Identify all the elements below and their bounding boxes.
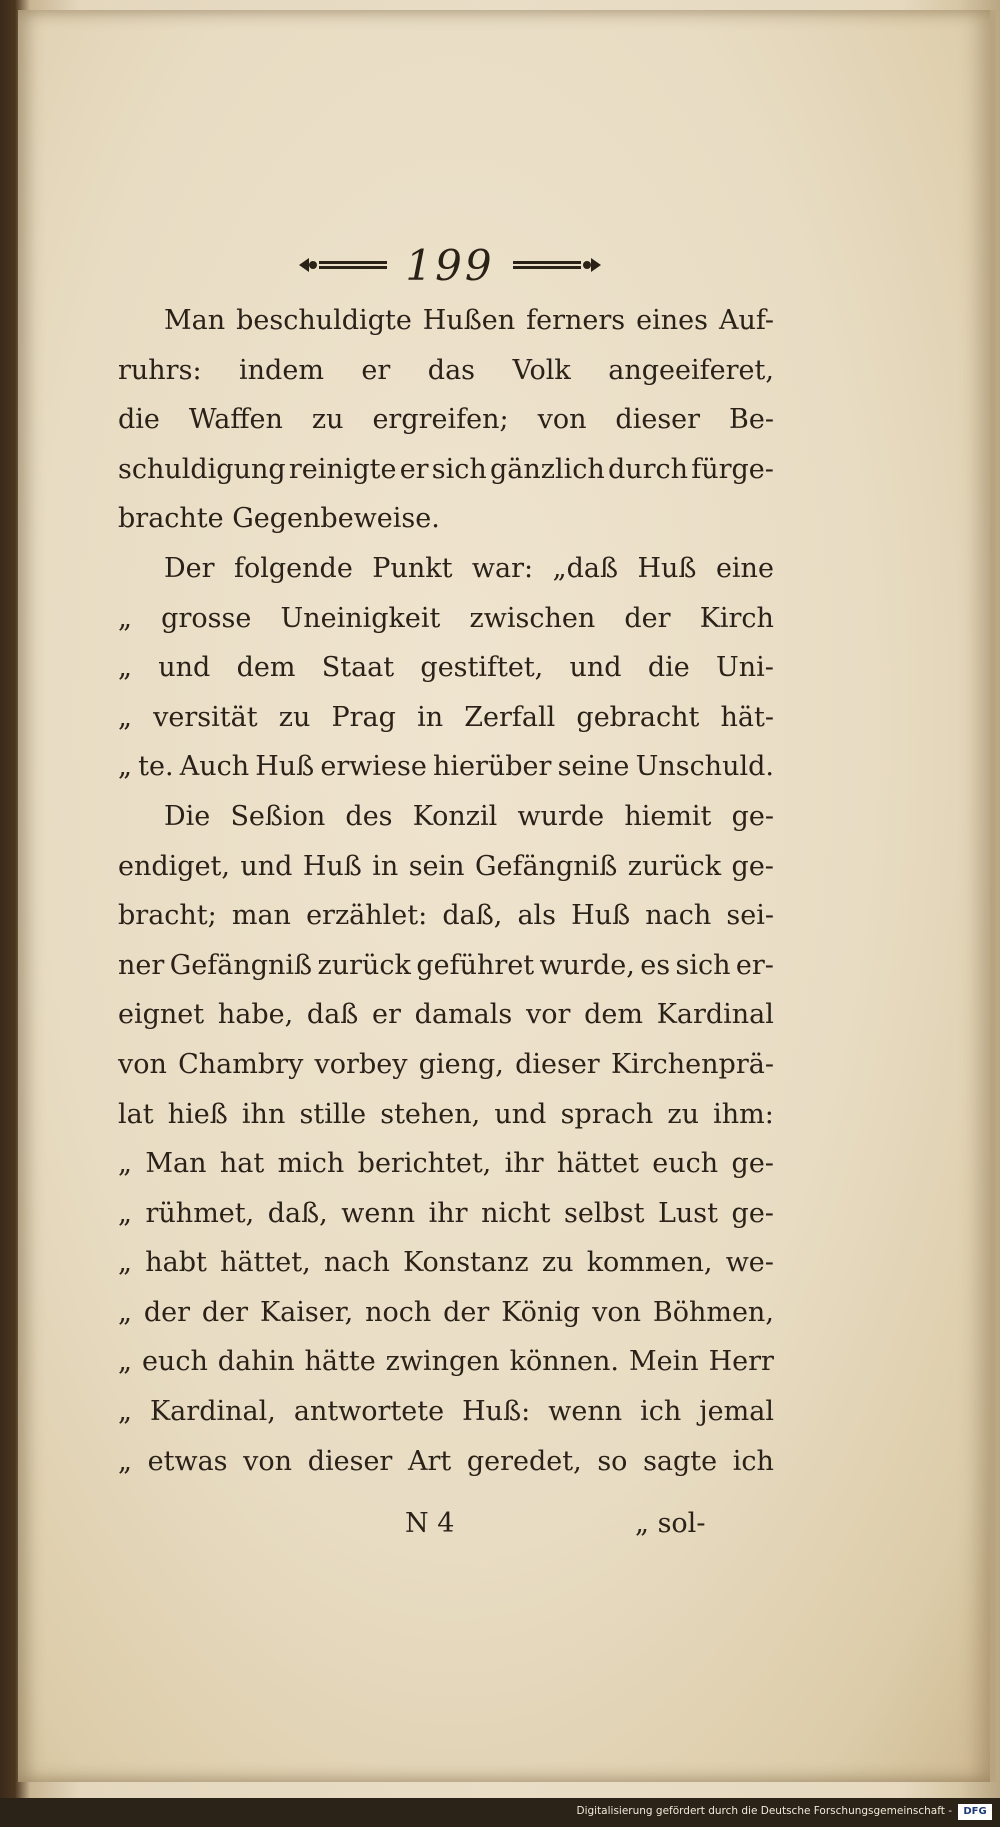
word: und xyxy=(494,1098,547,1130)
word: in xyxy=(372,850,399,882)
word: sei- xyxy=(726,900,774,932)
body-text xyxy=(118,296,774,1486)
word: sagte xyxy=(643,1445,718,1477)
word: grosse xyxy=(161,602,252,634)
word: Kardinal, xyxy=(150,1396,276,1428)
word: vor xyxy=(525,999,571,1031)
word: eignet xyxy=(118,999,205,1031)
word: hättet, xyxy=(220,1247,311,1279)
word: ferners xyxy=(526,305,626,336)
word: Be- xyxy=(729,404,774,436)
word: wurde, xyxy=(539,949,635,981)
dfg-logo: DFG xyxy=(958,1804,992,1820)
text-line xyxy=(118,594,774,644)
word: der xyxy=(143,1296,191,1328)
word: vorbey xyxy=(314,1048,408,1080)
word: ner xyxy=(118,949,165,981)
page-footer xyxy=(405,1500,735,1552)
digitization-credit-bar xyxy=(0,1798,1000,1827)
word: er- xyxy=(735,949,774,981)
word: Huß xyxy=(571,900,631,932)
word: er xyxy=(361,354,391,386)
word: hätte xyxy=(304,1346,376,1378)
word: nach xyxy=(645,900,712,932)
word: es xyxy=(640,949,671,981)
word: Uni- xyxy=(716,652,774,684)
word: von xyxy=(118,1048,167,1080)
word: und xyxy=(240,850,293,882)
word: die xyxy=(647,652,690,684)
word: dieser xyxy=(307,1445,393,1477)
left-ornament-icon xyxy=(295,254,391,276)
text-line xyxy=(118,346,774,396)
word: stille xyxy=(299,1098,367,1130)
word: ge- xyxy=(731,1197,774,1229)
word: Kaiser, xyxy=(259,1296,354,1328)
text-line xyxy=(118,296,774,346)
word: der xyxy=(443,1296,490,1328)
word: daß xyxy=(306,999,359,1031)
word: als xyxy=(517,900,557,932)
word: Chambry xyxy=(178,1048,304,1080)
word: angeeiferet, xyxy=(608,354,774,386)
word: erzählet: xyxy=(306,900,428,932)
word: geführet xyxy=(416,949,535,981)
word: sich xyxy=(431,453,487,485)
word: Kirch xyxy=(699,602,774,634)
text-line xyxy=(118,941,774,991)
word: reinigte xyxy=(288,453,397,485)
word: Gefängniß xyxy=(474,850,618,882)
text-line xyxy=(118,1040,774,1090)
word: dem xyxy=(584,999,643,1031)
word: versität xyxy=(153,701,258,733)
text-line xyxy=(118,742,774,792)
word: eines xyxy=(636,305,708,336)
word: daß, xyxy=(442,900,503,932)
word: antwortete xyxy=(293,1396,445,1428)
word: ruhrs: xyxy=(118,354,202,386)
word: we- xyxy=(725,1247,774,1279)
word: ge- xyxy=(731,1148,774,1180)
word: habe, xyxy=(217,999,294,1031)
word: in xyxy=(417,701,444,733)
word: Man xyxy=(164,305,226,336)
text-line xyxy=(118,842,774,892)
word: Hußen xyxy=(422,305,516,336)
text-line xyxy=(118,1090,774,1140)
word: dieser xyxy=(615,404,701,436)
word: zurück xyxy=(317,949,411,981)
word: dahin xyxy=(217,1346,295,1378)
word: ge- xyxy=(731,800,774,832)
word: Konstanz xyxy=(403,1247,529,1279)
word: „ xyxy=(118,652,132,684)
word: wenn xyxy=(548,1396,623,1428)
word: von xyxy=(243,1445,293,1477)
word: Huß: xyxy=(462,1396,531,1428)
word: Auch xyxy=(179,751,250,783)
word: „ xyxy=(118,1148,132,1180)
page-number: 199 xyxy=(405,240,495,290)
right-ornament-icon xyxy=(509,254,605,276)
word: von xyxy=(592,1296,641,1328)
word: habt xyxy=(145,1247,207,1279)
word: ich xyxy=(732,1445,774,1477)
word: hät- xyxy=(720,701,774,733)
word: zu xyxy=(311,404,344,436)
word: ihm: xyxy=(713,1098,774,1130)
word: sprach xyxy=(560,1098,654,1130)
signature-mark: N 4 xyxy=(405,1508,455,1539)
text-line xyxy=(118,1139,774,1189)
word: zu xyxy=(278,701,311,733)
word: Man xyxy=(145,1148,207,1180)
word: „ xyxy=(118,701,132,733)
word: Lust xyxy=(657,1197,719,1229)
word: Waffen xyxy=(188,404,283,436)
word: jemal xyxy=(699,1396,774,1428)
word: ge- xyxy=(731,850,774,882)
word: hat xyxy=(219,1148,265,1180)
word: folgende xyxy=(234,552,353,584)
word: nicht xyxy=(481,1197,551,1229)
word: „ xyxy=(118,1396,132,1428)
text-line xyxy=(118,693,774,743)
word: erwiese xyxy=(320,751,427,783)
word: „ xyxy=(118,1247,132,1279)
word: mich xyxy=(277,1148,345,1180)
word: eine xyxy=(715,552,774,584)
word: wenn xyxy=(341,1197,416,1229)
word: gebracht xyxy=(576,701,700,733)
word: Konzil xyxy=(412,800,498,832)
word: können. xyxy=(509,1346,619,1378)
word: zu xyxy=(541,1247,574,1279)
word: geredet, xyxy=(466,1445,582,1477)
word: Uneinigkeit xyxy=(280,602,441,634)
word: zwingen xyxy=(385,1346,500,1378)
word: lat xyxy=(118,1098,154,1130)
word: von xyxy=(537,404,587,436)
word: Böhmen, xyxy=(652,1296,774,1328)
word: berichtet, xyxy=(357,1148,492,1180)
text-line xyxy=(118,1189,774,1239)
word: euch xyxy=(141,1346,208,1378)
word: ihr xyxy=(504,1148,544,1180)
text-line xyxy=(118,544,774,594)
word: ich xyxy=(640,1396,682,1428)
word: so xyxy=(597,1445,628,1477)
word: zurück xyxy=(627,850,722,882)
word: gestiftet, xyxy=(420,652,544,684)
word: Auf- xyxy=(718,305,774,336)
word: „ xyxy=(118,751,132,783)
word: Gefängniß xyxy=(169,949,313,981)
word: Kardinal xyxy=(656,999,774,1031)
word: war: xyxy=(471,552,534,584)
word: hierüber xyxy=(432,751,552,783)
word: Mein xyxy=(628,1346,699,1378)
word: seine xyxy=(557,751,630,783)
word: daß, xyxy=(267,1197,328,1229)
word: kommen, xyxy=(586,1247,713,1279)
word: „daß xyxy=(552,552,619,584)
digitization-credit: Digitalisierung gefördert durch die Deutsche Forschungsgemeinschaft - xyxy=(576,1805,952,1817)
word: Zerfall xyxy=(464,701,556,733)
word: Art xyxy=(407,1445,452,1477)
word: das xyxy=(427,354,476,386)
word: die xyxy=(118,404,160,436)
word: und xyxy=(569,652,622,684)
word: er xyxy=(399,453,429,485)
word: rühmet, xyxy=(145,1197,255,1229)
word: Seßion xyxy=(230,800,326,832)
word: Volk xyxy=(512,354,571,386)
word: zwischen xyxy=(469,602,596,634)
word: zu xyxy=(667,1098,700,1130)
text-line: brachte Gegenbeweise. xyxy=(118,503,440,535)
word: der xyxy=(624,602,671,634)
word: wurde xyxy=(517,800,605,832)
word: ihn xyxy=(241,1098,286,1130)
text-line xyxy=(118,445,774,495)
word: Punkt xyxy=(372,552,453,584)
word: „ xyxy=(118,1296,132,1328)
word: ihr xyxy=(428,1197,468,1229)
word: beschuldigte xyxy=(236,305,412,336)
word: ergreifen; xyxy=(372,404,509,436)
word: des xyxy=(345,800,393,832)
word: Die xyxy=(164,800,211,832)
word: stehen, xyxy=(380,1098,481,1130)
word: „ xyxy=(118,1197,132,1229)
word: „ xyxy=(118,1445,132,1477)
word: gänzlich xyxy=(489,453,605,485)
word: Huß xyxy=(637,552,697,584)
word: Unschuld. xyxy=(635,751,774,783)
text-line xyxy=(118,1288,774,1338)
text-line xyxy=(118,990,774,1040)
word: dieser xyxy=(515,1048,600,1080)
text-line xyxy=(118,1387,774,1437)
word: bracht; xyxy=(118,900,217,932)
text-line xyxy=(118,1337,774,1387)
word: sein xyxy=(408,850,465,882)
word: indem xyxy=(239,354,324,386)
word: fürge- xyxy=(691,453,774,485)
word: hättet xyxy=(556,1148,639,1180)
text-line xyxy=(118,643,774,693)
word: er xyxy=(372,999,401,1031)
text-line xyxy=(118,1238,774,1288)
word: König xyxy=(501,1296,581,1328)
text-line xyxy=(118,395,774,445)
word: hiemit xyxy=(624,800,712,832)
word: noch xyxy=(365,1296,432,1328)
word: und xyxy=(158,652,211,684)
text-line xyxy=(118,891,774,941)
word: durch xyxy=(607,453,689,485)
word: endiget, xyxy=(118,850,230,882)
page-header xyxy=(292,238,608,292)
word: „ xyxy=(118,602,132,634)
word: „ xyxy=(118,1346,132,1378)
word: dem xyxy=(236,652,296,684)
word: Huß xyxy=(302,850,362,882)
word: Herr xyxy=(708,1346,774,1378)
word: gieng, xyxy=(418,1048,504,1080)
word: nach xyxy=(323,1247,390,1279)
text-line xyxy=(118,1437,774,1487)
word: etwas xyxy=(147,1445,228,1477)
word: selbst xyxy=(564,1197,645,1229)
word: hieß xyxy=(167,1098,228,1130)
word: euch xyxy=(652,1148,719,1180)
word: man xyxy=(231,900,291,932)
word: damals xyxy=(414,999,513,1031)
word: der xyxy=(201,1296,249,1328)
word: sich xyxy=(675,949,731,981)
word: te. xyxy=(138,751,174,783)
word: Kirchenprä- xyxy=(610,1048,774,1080)
word: Huß xyxy=(255,751,315,783)
word: Prag xyxy=(331,701,396,733)
text-line xyxy=(118,792,774,842)
word: Staat xyxy=(321,652,395,684)
word: Der xyxy=(164,552,215,584)
word: schuldigung xyxy=(118,453,286,485)
catchword: „ sol- xyxy=(635,1508,706,1539)
